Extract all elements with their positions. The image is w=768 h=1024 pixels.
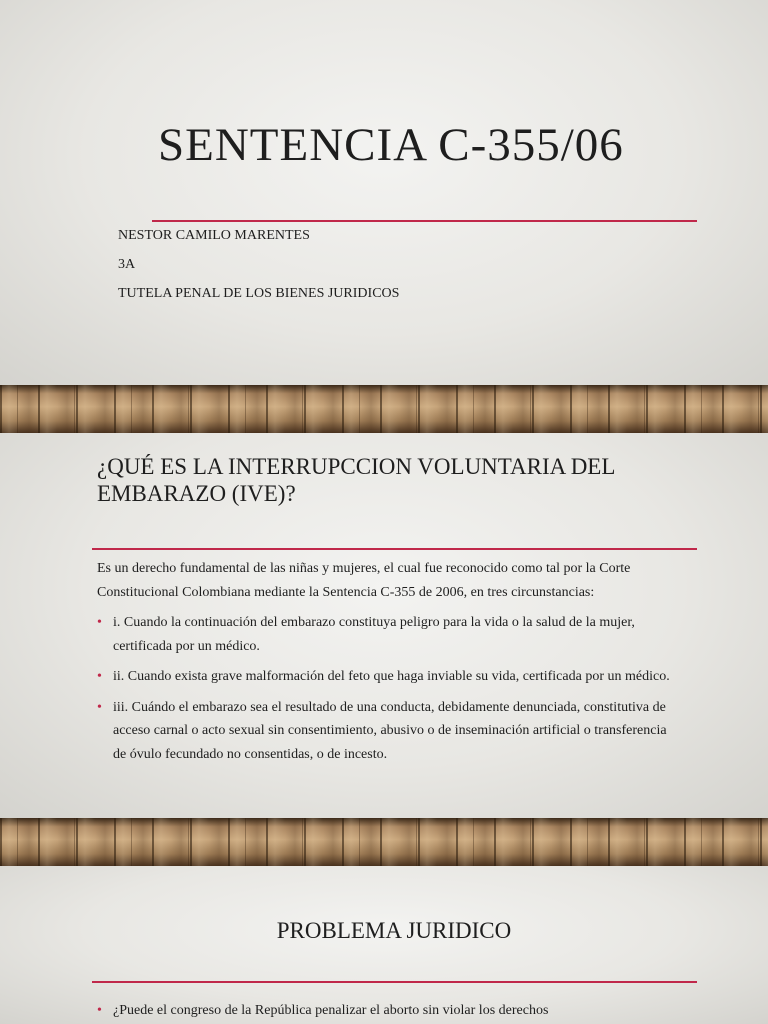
accent-rule (92, 981, 697, 983)
slide-title (0, 0, 768, 385)
slide-heading: ¿QUÉ ES LA INTERRUPCCION VOLUNTARIA DEL EMBARAZO (IVE)? (97, 454, 615, 506)
slide-title-heading: SENTENCIA C-355/06 (158, 119, 624, 171)
accent-rule (152, 220, 697, 222)
author-name: NESTOR CAMILO MARENTES (118, 228, 310, 243)
list-item: • i. Cuando la continuación del embarazo constituya peligro para la vida o la salud de la mujer, certificada por un médico. (97, 611, 677, 658)
circumstances-list (97, 611, 677, 766)
slide-body (97, 557, 677, 766)
question-list (97, 999, 677, 1023)
list-item: • iii. Cuándo el embarazo sea el resultado de una conducta, debidamente denunciada, constitutiva de acceso carnal o acto sexual sin consentimiento, abusivo o de inseminación artificial o transferencia de óvulo fecundado no consentidas, o de incesto. (97, 696, 677, 767)
list-item: • ¿Puede el congreso de la República penalizar el aborto sin violar los derechos (97, 999, 677, 1023)
group-label: 3A (118, 257, 136, 272)
wood-floor-divider (0, 818, 768, 866)
slide-ive (0, 433, 768, 818)
list-item: • ii. Cuando exista grave malformación del feto que haga inviable su vida, certificada por un médico. (97, 665, 677, 689)
slide-body (97, 999, 677, 1023)
intro-paragraph: Es un derecho fundamental de las niñas y mujeres, el cual fue reconocido como tal por la Corte Constitucional Colombiana mediante la Sentencia C-355 de 2006, en tres circunstancias: (97, 561, 631, 600)
wood-floor-divider (0, 385, 768, 433)
accent-rule (92, 548, 697, 550)
slide-problema (0, 866, 768, 1024)
slide-heading: PROBLEMA JURIDICO (276, 918, 512, 943)
course-name: TUTELA PENAL DE LOS BIENES JURIDICOS (118, 286, 400, 301)
